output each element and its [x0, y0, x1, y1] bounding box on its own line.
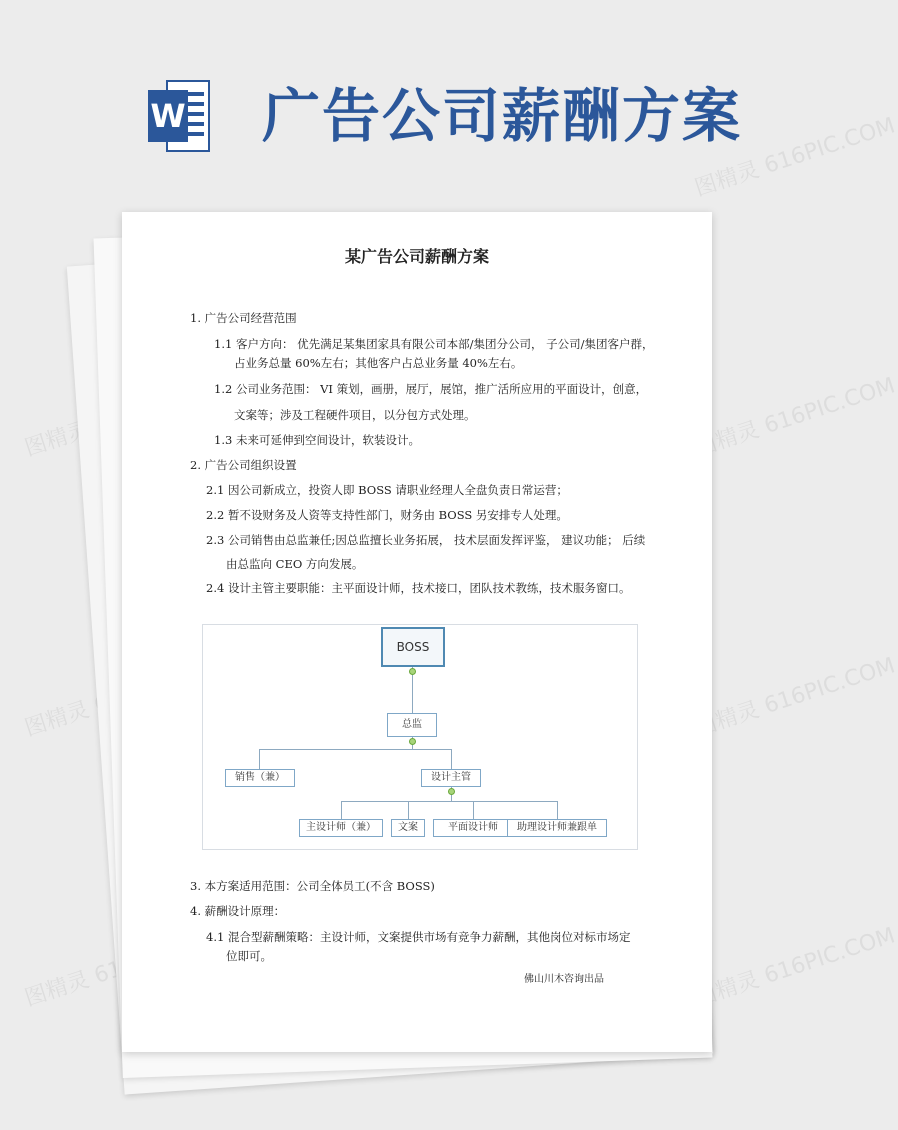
watermark: 图精灵 616PIC.COM: [691, 923, 898, 1012]
watermark: 图精灵: [21, 417, 93, 462]
org-node-staff: 平面设计师: [433, 819, 513, 837]
paragraph-line: 位即可。: [226, 949, 272, 963]
paragraph-line: 1.2 公司业务范围： VI 策划，画册，展厅，展馆，推广活所应用的平面设计，创意，: [214, 382, 648, 396]
document-title: 某广告公司薪酬方案: [344, 247, 489, 266]
section-heading: 1. 广告公司经营范围: [190, 311, 297, 325]
paragraph-line: 1.1 客户方向： 优先满足某集团家具有限公司本部/集团分公司， 子公司/集团客户群，: [214, 337, 654, 351]
org-chart: [202, 624, 638, 850]
watermark: 图精灵 616PIC.COM: [691, 113, 898, 202]
paragraph-line: 4.1 混合型薪酬策略：主设计师，文案提供市场有竞争力薪酬，其他岗位对标市场定: [206, 930, 631, 944]
org-node-boss: BOSS: [381, 627, 445, 667]
org-node-staff: 文案: [391, 819, 425, 837]
org-node-staff: 助理设计师兼跟单: [507, 819, 607, 837]
section-heading: 4. 薪酬设计原理：: [190, 904, 286, 918]
org-node-director: 总监: [387, 713, 437, 737]
document-footer: 佛山川木咨询出品: [524, 974, 604, 985]
paragraph-line: 由总监向 CEO 方向发展。: [226, 557, 364, 571]
document-page: [122, 212, 712, 1052]
connector-knob: [409, 738, 416, 745]
watermark: 图精灵 616PIC.COM: [691, 373, 898, 462]
paragraph-line: 2.1 因公司新成立，投资人即 BOSS 请职业经理人全盘负责日常运营；: [206, 483, 568, 497]
word-icon-letter: W: [148, 90, 188, 142]
word-icon: [148, 80, 210, 152]
paragraph-line: 占业务总量 60%左右；其他客户占总业务量 40%左右。: [234, 356, 523, 370]
paragraph-line: 2.2 暂不设财务及人资等支持性部门，财务由 BOSS 另安排专人处理。: [206, 508, 568, 522]
org-node-staff: 主设计师（兼）: [299, 819, 383, 837]
paragraph-line: 1.3 未来可延伸到空间设计，软装设计。: [214, 433, 420, 447]
watermark: 图精灵: [21, 967, 93, 1012]
connector-knob: [409, 668, 416, 675]
watermark: 图精灵 616PIC.COM: [691, 653, 898, 742]
paragraph-line: 2.4 设计主管主要职能：主平面设计师，技术接口，团队技术教练，技术服务窗口。: [206, 581, 631, 595]
banner-title: 广告公司薪酬方案: [262, 82, 743, 150]
org-node-design-manager: 设计主管: [421, 769, 481, 787]
section-heading: 2. 广告公司组织设置: [190, 458, 297, 472]
paragraph-line: 文案等；涉及工程硬件项目，以分包方式处理。: [234, 408, 476, 422]
section-heading: 3. 本方案适用范围：公司全体员工(不含 BOSS): [190, 879, 435, 893]
connector-knob: [448, 788, 455, 795]
banner: [0, 0, 800, 180]
watermark: 图精灵: [21, 697, 93, 742]
paragraph-line: 2.3 公司销售由总监兼任;因总监擅长业务拓展， 技术层面发挥评鉴， 建议功能； 后续: [206, 533, 646, 547]
org-node-sales: 销售（兼）: [225, 769, 295, 787]
